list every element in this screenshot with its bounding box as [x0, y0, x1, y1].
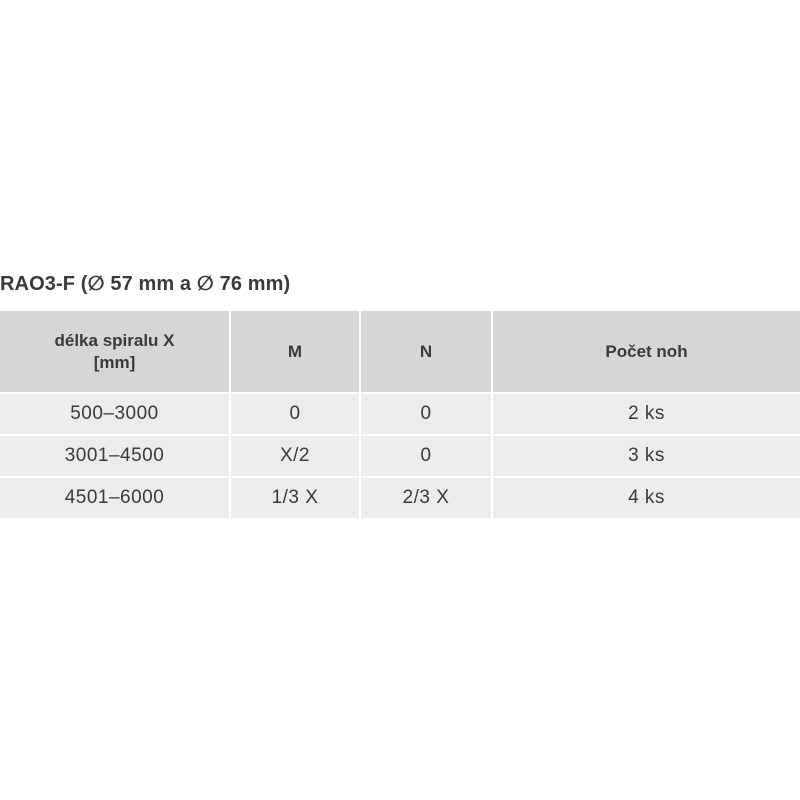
cell-m: 0 — [230, 393, 360, 435]
header-n: N — [360, 311, 492, 393]
cell-n: 2/3 X — [360, 477, 492, 519]
spec-table — [0, 311, 800, 520]
cell-legs: 2 ks — [492, 393, 800, 435]
header-spiral-length-unit: [mm] — [93, 352, 136, 372]
header-spiral-length — [0, 311, 230, 393]
table-title: RAO3-F (∅ 57 mm a ∅ 76 mm) — [0, 273, 291, 295]
cell-length: 3001–4500 — [0, 435, 230, 477]
cell-m: X/2 — [230, 435, 360, 477]
cell-m: 1/3 X — [230, 477, 360, 519]
cell-legs: 4 ks — [492, 477, 800, 519]
cell-n: 0 — [360, 435, 492, 477]
table-row — [0, 393, 800, 435]
table-header-row — [0, 311, 800, 393]
header-spiral-length-label: délka spiralu X — [54, 330, 175, 350]
cell-length: 500–3000 — [0, 393, 230, 435]
cell-n: 0 — [360, 393, 492, 435]
cell-legs: 3 ks — [492, 435, 800, 477]
table-row — [0, 477, 800, 519]
header-leg-count: Počet noh — [492, 311, 800, 393]
header-m: M — [230, 311, 360, 393]
cell-length: 4501–6000 — [0, 477, 230, 519]
table-row — [0, 435, 800, 477]
